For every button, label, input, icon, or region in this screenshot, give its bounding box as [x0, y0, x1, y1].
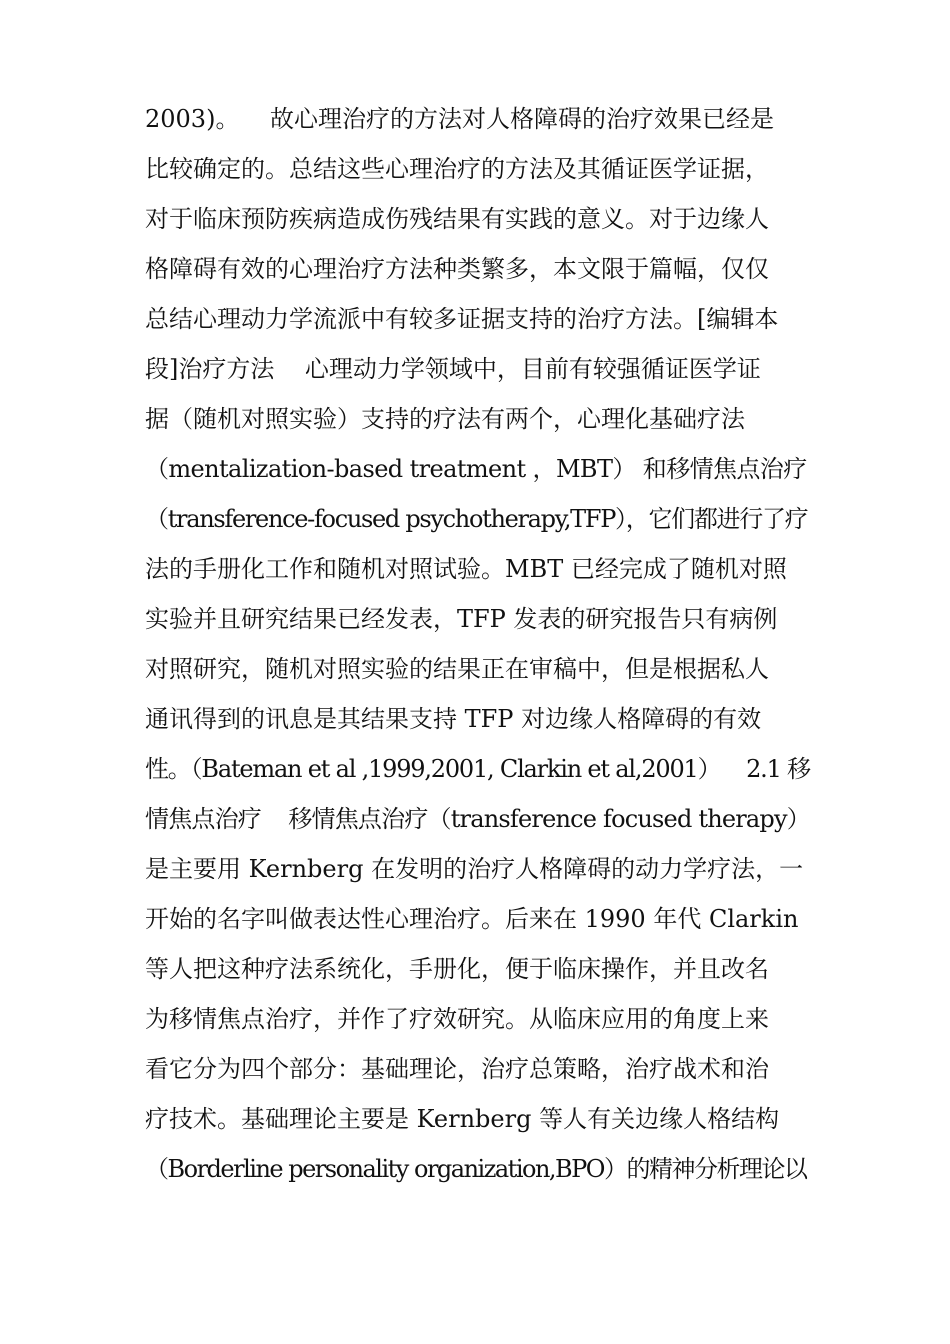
text-line: 段]治疗方法 心理动力学领域中，目前有较强循证医学证 — [145, 355, 761, 383]
text-line: 性。（Bateman et al ,1999,2001, Clarkin et al,2001） 2.1 移 — [145, 755, 810, 783]
text-line: 看它分为四个部分：基础理论，治疗总策略，治疗战术和治 — [145, 1055, 769, 1083]
text-line: 开始的名字叫做表达性心理治疗。后来在 1990 年代 Clarkin — [145, 905, 799, 933]
text-line: 据（随机对照实验）支持的疗法有两个，心理化基础疗法 — [145, 405, 745, 433]
text-line: 法的手册化工作和随机对照试验。MBT 已经完成了随机对照 — [145, 555, 787, 583]
text-line: （mentalization-based treatment ，MBT） 和移情焦点治疗 — [145, 455, 807, 483]
text-line: 为移情焦点治疗，并作了疗效研究。从临床应用的角度上来 — [145, 1005, 769, 1033]
text-line: 总结心理动力学流派中有较多证据支持的治疗方法。[编辑本 — [145, 305, 779, 333]
text-line: 2003)。 故心理治疗的方法对人格障碍的治疗效果已经是 — [145, 105, 774, 133]
text-line: 格障碍有效的心理治疗方法种类繁多，本文限于篇幅，仅仅 — [145, 255, 769, 283]
text-line: 比较确定的。总结这些心理治疗的方法及其循证医学证据， — [145, 155, 769, 183]
text-line: （transference-focused psychotherapy,TFP），它们都进行了疗 — [145, 505, 808, 533]
body-text — [145, 94, 810, 1194]
text-line: 是主要用 Kernberg 在发明的治疗人格障碍的动力学疗法，一 — [145, 855, 804, 883]
text-line: （Borderline personality organization,BPO）的精神分析理论以 — [145, 1155, 807, 1183]
text-line: 疗技术。基础理论主要是 Kernberg 等人有关边缘人格结构 — [145, 1105, 780, 1133]
text-line: 实验并且研究结果已经发表，TFP 发表的研究报告只有病例 — [145, 605, 778, 633]
text-line: 通讯得到的讯息是其结果支持 TFP 对边缘人格障碍的有效 — [145, 705, 762, 733]
text-line: 情焦点治疗 移情焦点治疗（transference focused therapy） — [145, 805, 810, 833]
text-line: 对照研究，随机对照实验的结果正在审稿中，但是根据私人 — [145, 655, 769, 683]
text-line: 对于临床预防疾病造成伤残结果有实践的意义。对于边缘人 — [145, 205, 769, 233]
text-line: 等人把这种疗法系统化，手册化，便于临床操作，并且改名 — [145, 955, 769, 983]
